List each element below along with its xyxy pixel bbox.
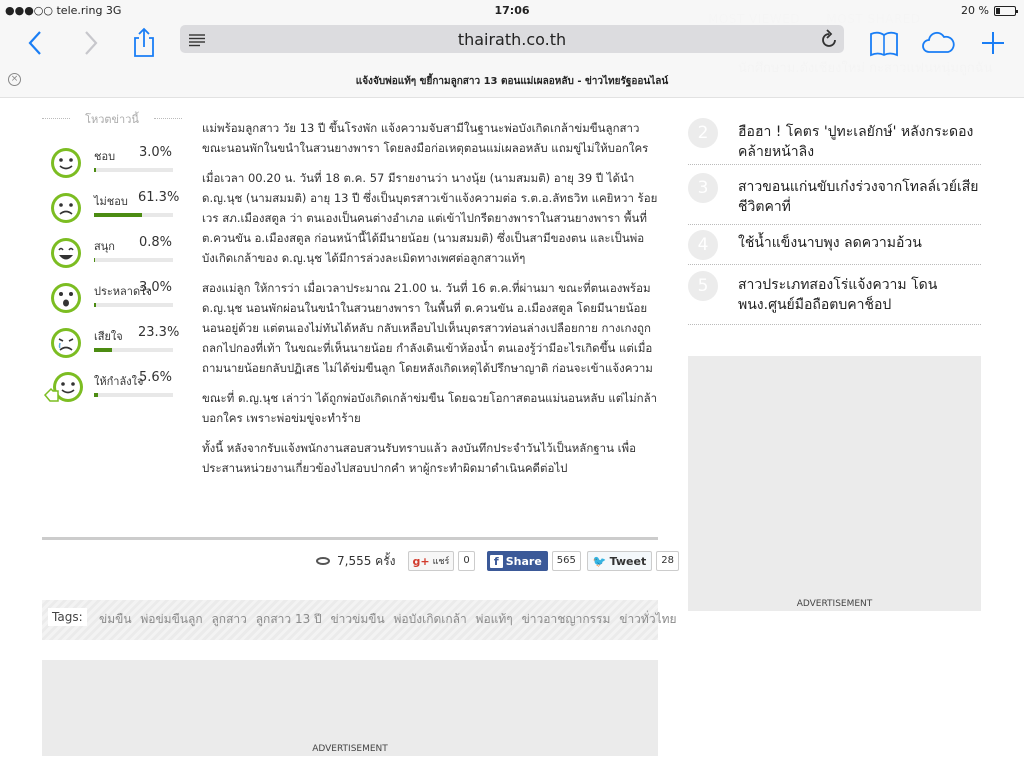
gplus-icon: g+ bbox=[412, 554, 430, 568]
vote-label: เสียใจ bbox=[94, 330, 123, 343]
facebook-share-button[interactable] bbox=[487, 551, 548, 571]
new-tab-icon[interactable] bbox=[975, 26, 1011, 60]
vote-bar bbox=[94, 393, 173, 397]
icloud-tabs-icon[interactable] bbox=[920, 26, 956, 60]
tweet-count: 28 bbox=[656, 551, 679, 571]
reload-icon[interactable] bbox=[820, 29, 838, 53]
vote-option-fun[interactable] bbox=[42, 232, 182, 272]
most-viewed-title[interactable]: ฮือฮา ! โคตร 'ปูทะเลยักษ์' หลังกระดองคล้ายหน้าลิง bbox=[738, 124, 974, 160]
social-share-bar bbox=[316, 550, 679, 572]
advertisement-bottom[interactable] bbox=[42, 660, 658, 756]
tags-list bbox=[99, 610, 682, 629]
article-paragraph: ทั้งนี้ หลังจากรับแจ้งพนักงานสอบสวนรับทราบแล้ว ลงบันทึกประจำวันไว้เป็นหลักฐาน เพื่อประสานหน่วยงานเกี่ยวข้องไปสอบปากคำ หาผู้กระทำผิดมาดำเนินคดีต่อไป bbox=[202, 441, 637, 475]
close-tab-icon[interactable]: × bbox=[8, 73, 21, 86]
forward-icon[interactable] bbox=[72, 26, 108, 60]
eye-icon bbox=[316, 557, 330, 565]
vote-bar bbox=[94, 258, 173, 262]
tag-link[interactable]: ข่าวข่มขืน bbox=[330, 612, 385, 626]
url-text[interactable]: thairath.co.th bbox=[457, 30, 567, 49]
thumbs-up-face-icon[interactable] bbox=[42, 367, 86, 407]
carrier-signal: ●●●○○ tele.ring 3G bbox=[5, 4, 122, 17]
address-bar[interactable] bbox=[180, 25, 844, 53]
vote-heading: โหวตข่าวนี้ bbox=[42, 110, 182, 126]
vote-percent: 3.0% bbox=[138, 145, 172, 160]
article-paragraph: ขณะที่ ด.ญ.นุช เล่าว่า ได้ถูกพ่อบังเกิดเกล้าข่มขืน โดยฉวยโอกาสตอนแม่นอนหลับ แต่ไม่กล้าบอกใคร เพราะพ่อข่มขู่จะทำร้าย bbox=[202, 391, 658, 425]
back-icon[interactable] bbox=[18, 26, 54, 60]
vote-bar-fill bbox=[94, 393, 98, 397]
gplus-count: 0 bbox=[458, 551, 474, 571]
vote-bar bbox=[94, 168, 173, 172]
article-body bbox=[202, 118, 658, 488]
tags-label: Tags: bbox=[48, 608, 87, 626]
vote-bar-fill bbox=[94, 303, 96, 307]
advertisement-right[interactable] bbox=[688, 356, 981, 611]
ad-label: ADVERTISEMENT bbox=[796, 599, 873, 609]
vote-label: ให้กำลังใจ bbox=[94, 375, 144, 388]
vote-option-cheer[interactable] bbox=[42, 367, 182, 407]
vote-bar bbox=[94, 348, 173, 352]
vote-panel bbox=[42, 110, 182, 388]
surprised-face-icon[interactable] bbox=[42, 277, 86, 317]
vote-option-sad[interactable] bbox=[42, 322, 182, 362]
vote-label: สนุก bbox=[94, 240, 115, 253]
vote-label: ประหลาดใจ bbox=[94, 285, 152, 298]
vote-percent: 61.3% bbox=[138, 190, 180, 205]
facebook-count: 565 bbox=[552, 551, 581, 571]
browser-toolbar bbox=[0, 22, 1024, 64]
laughing-face-icon[interactable] bbox=[42, 232, 86, 272]
most-viewed-item[interactable] bbox=[688, 265, 981, 325]
vote-percent: 0.8% bbox=[138, 235, 172, 250]
vote-option-like[interactable] bbox=[42, 142, 182, 182]
tab-bar bbox=[0, 64, 1024, 98]
vote-bar-fill bbox=[94, 258, 95, 262]
most-viewed-list bbox=[688, 110, 981, 325]
article-divider bbox=[42, 537, 658, 540]
gplus-label: แชร์ bbox=[432, 557, 450, 567]
view-count: 7,555 ครั้ง bbox=[337, 553, 396, 568]
battery-icon bbox=[994, 6, 1016, 16]
vote-bar-fill bbox=[94, 168, 96, 172]
most-viewed-title[interactable]: สาวประเภทสองโร่แจ้งความ โดน พนง.ศูนย์มือถือตบคาช็อป bbox=[738, 277, 938, 313]
vote-bar-fill bbox=[94, 213, 142, 217]
tags-bar bbox=[42, 600, 677, 640]
facebook-label: Share bbox=[505, 554, 542, 568]
tag-link[interactable]: ลูกสาว bbox=[211, 612, 247, 626]
ad-label: ADVERTISEMENT bbox=[312, 744, 388, 754]
tag-link[interactable]: พ่อบังเกิดเกล้า bbox=[393, 612, 467, 626]
battery-percent: 20 % bbox=[961, 4, 989, 17]
rank-badge: 2 bbox=[688, 118, 718, 148]
tweet-button[interactable] bbox=[587, 551, 652, 571]
vote-option-dislike[interactable] bbox=[42, 187, 182, 227]
vote-label: ไม่ชอบ bbox=[94, 195, 128, 208]
vote-bar bbox=[94, 303, 173, 307]
vote-percent: 5.6% bbox=[138, 370, 172, 385]
sad-face-icon[interactable] bbox=[42, 187, 86, 227]
rank-badge: 3 bbox=[688, 173, 718, 203]
vote-bar bbox=[94, 213, 173, 217]
article-paragraph: แม่พร้อมลูกสาว วัย 13 ปี ขึ้นโรงพัก แจ้งความจับสามีในฐานะพ่อบังเกิดเกล้าข่มขืนลูกสาว ขณะนอนพักในขนำในสวนยางพารา โดยลงมือก่อเหตุตอนแม่เผลอหลับ แถมขู่ไม่ให้บอกใคร bbox=[202, 121, 649, 155]
crying-face-icon[interactable] bbox=[42, 322, 86, 362]
tag-link[interactable]: ข่มขืน bbox=[99, 612, 132, 626]
share-icon[interactable] bbox=[126, 26, 162, 60]
vote-option-surprised[interactable] bbox=[42, 277, 182, 317]
tag-link[interactable]: ข่าวอาชญากรรม bbox=[521, 612, 611, 626]
happy-face-icon[interactable] bbox=[42, 142, 86, 182]
rank-badge: 5 bbox=[688, 271, 718, 301]
most-viewed-item[interactable] bbox=[688, 110, 981, 165]
most-viewed-title[interactable]: ใช้น้ำแข็งนาบพุง ลดความอ้วน bbox=[738, 235, 922, 251]
tag-link[interactable]: พ่อข่มขืนลูก bbox=[140, 612, 203, 626]
vote-label: ชอบ bbox=[94, 150, 116, 163]
bookmarks-icon[interactable] bbox=[866, 26, 902, 60]
article-paragraph: เมื่อเวลา 00.20 น. วันที่ 18 ต.ค. 57 มีรายงานว่า นางนุ้ย (นามสมมติ) อายุ 39 ปี ได้นำ ด.ญ.นุช (นามสมมติ) อายุ 13 ปี ซึ่งเป็นบุตรสาวเข้าแจ้งความต่อ ร.ต.อ.ลัทธวิท แคยิหวา ร้อยเวร สภ.เมืองสตูล ว่า ตนเองเป็นคนต่างอำเภอ แต่เข้าไปกรีดยางพาราในสวนยางพารา พื้นที่ ต.ควนขัน อ.เมืองสตูล ก่อนหน้านี้ได้มีนายน้อย (นามสมมติ) ซึ่งเป็นสามีของตน และเป็นพ่อบังเกิดเกล้าของ ด.ญ.นุช ได้มีการล่วงละเมิดทางเพศต่อลูกสาวแท้ๆ bbox=[202, 171, 658, 265]
tag-link[interactable]: พ่อแท้ๆ bbox=[475, 612, 513, 626]
page-tab-title[interactable]: แจ้งจับพ่อแท้ๆ ขยี้กามลูกสาว 13 ตอนแม่เผลอหลับ - ข่าวไทยรัฐออนไลน์ bbox=[355, 76, 669, 87]
tweet-label: Tweet bbox=[609, 554, 647, 568]
article-paragraph: สองแม่ลูก ให้การว่า เมื่อเวลาประมาณ 21.00 น. วันที่ 16 ต.ค.ที่ผ่านมา ขณะที่ตนเองพร้อม ด.ญ.นุช นอนพักผ่อนในขนำในสวนยางพารา ในพื้นที่ ต.ควนขัน อ.เมืองสตูล โดยมีนายน้อยนอนอยู่ด้วย แต่ตนเองไม่ทันได้หลับ กลับเหลือบไปเห็นบุตรสาวท่อนล่างเปลือยกาย กางเกงถูกถลกไปกองที่เท้า ในขณะที่เห็นนายน้อย กำลังเดินเข้าห้องน้ำ ตนเองรู้ว่ามีอะไรเกิดขึ้น แต่เมื่อถามนายน้อยกลับปฏิเสธ ไม่ได้ข่มขืนลูก โดยหลังเกิดเหตุได้ปรึกษาญาติ ก่อนจะเข้าแจ้งความ bbox=[202, 281, 653, 375]
most-viewed-item[interactable] bbox=[688, 165, 981, 225]
vote-bar-fill bbox=[94, 348, 112, 352]
battery-status bbox=[961, 4, 1016, 17]
status-bar bbox=[0, 0, 1024, 22]
gplus-share-button[interactable] bbox=[408, 551, 455, 571]
facebook-icon: f bbox=[490, 555, 503, 568]
vote-percent: 3.0% bbox=[138, 280, 172, 295]
twitter-bird-icon: 🐦 bbox=[592, 554, 607, 568]
clock: 17:06 bbox=[494, 4, 530, 17]
tag-link[interactable]: ลูกสาว 13 ปี bbox=[255, 612, 322, 626]
most-viewed-item[interactable] bbox=[688, 225, 981, 265]
most-viewed-title[interactable]: สาวขอนแก่นขับเก๋งร่วงจากโทลล์เวย์เสียชีวิตคาที่ bbox=[738, 179, 979, 215]
tag-link[interactable]: ข่าวทั่วไทย bbox=[619, 612, 677, 626]
rank-badge: 4 bbox=[688, 230, 718, 260]
vote-percent: 23.3% bbox=[138, 325, 180, 340]
